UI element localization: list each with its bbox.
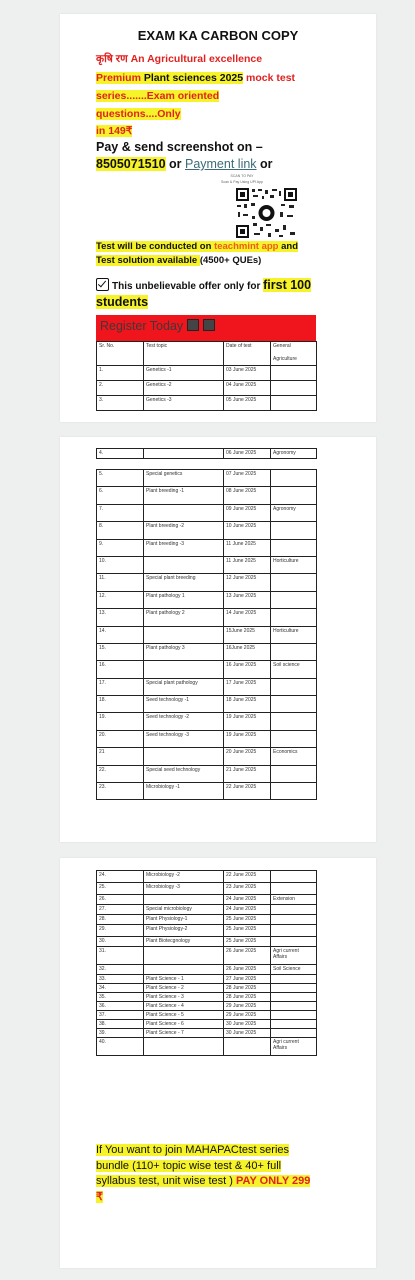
cell-sr-no: 4. xyxy=(97,449,144,459)
cell-general xyxy=(271,925,317,937)
table-row xyxy=(97,984,317,993)
cell-date: 04 June 2025 xyxy=(224,381,271,396)
solution-line: Test solution available (4500+ QUEs) xyxy=(96,255,262,266)
table-row xyxy=(97,396,317,411)
table-row xyxy=(97,487,317,504)
cell-date: 28 June 2025 xyxy=(224,984,271,993)
cell-sr-no: 17. xyxy=(97,678,144,695)
bundle-offer xyxy=(96,1143,311,1205)
cell-sr-no: 19. xyxy=(97,713,144,730)
table-row xyxy=(97,730,317,747)
schedule-table-2 xyxy=(96,469,317,800)
cell-sr-no: 32. xyxy=(97,965,144,975)
cell-topic: Plant breeding -3 xyxy=(144,539,224,556)
cell-sr-no: 6. xyxy=(97,487,144,504)
cell-sr-no: 13. xyxy=(97,609,144,626)
cell-date: 22 June 2025 xyxy=(224,871,271,883)
cell-date: 17 June 2025 xyxy=(224,678,271,695)
cell-sr-no: 28. xyxy=(97,915,144,925)
table-row xyxy=(97,925,317,937)
tagline xyxy=(96,52,262,66)
cell-date: 14 June 2025 xyxy=(224,609,271,626)
cell-date: 26 June 2025 xyxy=(224,965,271,975)
page-title: EXAM KA CARBON COPY xyxy=(137,28,299,43)
table-row xyxy=(97,883,317,895)
cell-topic: Plant Science - 5 xyxy=(144,1011,224,1020)
cell-topic: Genetics -1 xyxy=(144,366,224,381)
cell-general xyxy=(271,470,317,487)
cell-general xyxy=(271,713,317,730)
cell-topic: Special seed technology xyxy=(144,765,224,782)
cell-date: 24 June 2025 xyxy=(224,905,271,915)
table-row xyxy=(97,678,317,695)
cell-sr-no: 10. xyxy=(97,556,144,573)
cell-topic: Seed technology -2 xyxy=(144,713,224,730)
table-row xyxy=(97,504,317,521)
table-row xyxy=(97,915,317,925)
cell-general xyxy=(271,396,317,411)
cell-general xyxy=(271,905,317,915)
cell-topic: Plant Physiology-1 xyxy=(144,915,224,925)
cell-sr-no: 35. xyxy=(97,993,144,1002)
cell-topic: Genetics -3 xyxy=(144,396,224,411)
cell-topic: Special microbiology xyxy=(144,905,224,915)
phone-number[interactable]: 8505071510 xyxy=(96,157,166,171)
cell-date: 15June 2025 xyxy=(224,626,271,643)
gift-icon xyxy=(203,319,215,331)
cell-topic: Microbiology -1 xyxy=(144,783,224,800)
cell-general xyxy=(271,1029,317,1038)
tagline-text: An Agricultural excellence xyxy=(127,53,263,65)
cell-date: 08 June 2025 xyxy=(224,487,271,504)
conducted-line: Test will be conducted on teachmint app and xyxy=(96,241,298,252)
cell-date: 19 June 2025 xyxy=(224,713,271,730)
price-line: in 149₹ xyxy=(96,125,133,137)
cell-sr-no: 38. xyxy=(97,1020,144,1029)
table-row xyxy=(97,895,317,905)
cell-sr-no: 18. xyxy=(97,696,144,713)
cell-date: 07 June 2025 xyxy=(224,470,271,487)
cell-date: 29 June 2025 xyxy=(224,1002,271,1011)
cell-topic xyxy=(144,504,224,521)
table-row xyxy=(97,783,317,800)
cell-general xyxy=(271,1011,317,1020)
schedule-table-3 xyxy=(96,870,317,1056)
cell-general xyxy=(271,765,317,782)
cell-sr-no: 39. xyxy=(97,1029,144,1038)
bundle-price: PAY ONLY 299 ₹ xyxy=(96,1175,311,1203)
cell-date: 25 June 2025 xyxy=(224,937,271,947)
cell-sr-no: 21 xyxy=(97,748,144,765)
qr-caption-bottom: Scan & Pay Using UPI App xyxy=(220,180,264,184)
cell-general xyxy=(271,871,317,883)
cell-general-continued: Affairs xyxy=(273,1045,288,1051)
cell-date: 27 June 2025 xyxy=(224,975,271,984)
table-row xyxy=(97,591,317,608)
cell-sr-no: 29. xyxy=(97,925,144,937)
table-row xyxy=(97,905,317,915)
cell-date: 25 June 2025 xyxy=(224,925,271,937)
series-line: series.......Exam oriented xyxy=(96,90,220,102)
table-row xyxy=(97,556,317,573)
table-row xyxy=(97,871,317,883)
cell-topic: Microbiology -2 xyxy=(144,871,224,883)
cell-general xyxy=(271,609,317,626)
cell-general-continued: Affairs xyxy=(273,954,288,960)
cell-date: 30 June 2025 xyxy=(224,1020,271,1029)
cell-sr-no: 14. xyxy=(97,626,144,643)
cell-topic: Plant Science - 1 xyxy=(144,975,224,984)
cell-topic: Plant Science - 3 xyxy=(144,993,224,1002)
cell-date xyxy=(224,1038,271,1056)
cell-topic: Special plant pathology xyxy=(144,678,224,695)
cell-topic: Plant breeding -2 xyxy=(144,522,224,539)
table-row xyxy=(97,1011,317,1020)
cell-sr-no: 20. xyxy=(97,730,144,747)
offer-highlight: first 100 xyxy=(263,278,312,292)
cell-date: 22 June 2025 xyxy=(224,783,271,800)
cell-sr-no: 3. xyxy=(97,396,144,411)
page-3 xyxy=(60,858,376,1268)
header-date: Date of test xyxy=(224,342,271,366)
cell-general: Agri current Affairs xyxy=(271,947,317,965)
cell-general: Agri current Affairs xyxy=(271,1038,317,1056)
premium-line xyxy=(96,72,295,84)
pay-instruction: Pay & send screenshot on – xyxy=(96,140,263,154)
cell-sr-no: 2. xyxy=(97,381,144,396)
cell-general xyxy=(271,574,317,591)
page-2 xyxy=(60,437,376,842)
qr-caption-top: SCAN TO PAY xyxy=(230,174,254,178)
cell-topic xyxy=(144,556,224,573)
cell-sr-no: 15. xyxy=(97,643,144,660)
table-row xyxy=(97,470,317,487)
table-row xyxy=(97,748,317,765)
cell-date: 24 June 2025 xyxy=(224,895,271,905)
cell-topic xyxy=(144,748,224,765)
brand-hindi: कृषि रण xyxy=(96,53,128,65)
cell-date: 11 June 2025 xyxy=(224,556,271,573)
cell-topic: Plant pathology 3 xyxy=(144,643,224,660)
table-row xyxy=(97,366,317,381)
cell-sr-no: 16. xyxy=(97,661,144,678)
cell-topic xyxy=(144,947,224,965)
cell-sr-no: 31. xyxy=(97,947,144,965)
cell-topic: Plant Science - 7 xyxy=(144,1029,224,1038)
table-row xyxy=(97,1029,317,1038)
register-banner[interactable] xyxy=(96,315,316,341)
cell-sr-no: 7. xyxy=(97,504,144,521)
cell-topic xyxy=(144,626,224,643)
premium-highlight: Plant sciences 2025 xyxy=(143,72,244,84)
cell-general xyxy=(271,539,317,556)
cell-sr-no: 11. xyxy=(97,574,144,591)
table-row xyxy=(97,993,317,1002)
cell-topic: Seed technology -3 xyxy=(144,730,224,747)
table-row xyxy=(97,381,317,396)
cell-date: 13 June 2025 xyxy=(224,591,271,608)
cell-general xyxy=(271,1002,317,1011)
table-row xyxy=(97,965,317,975)
cell-date: 25 June 2025 xyxy=(224,915,271,925)
table-row xyxy=(97,643,317,660)
cell-general: Soil science xyxy=(271,661,317,678)
cell-topic: Plant pathology 2 xyxy=(144,609,224,626)
cell-date: 16 June 2025 xyxy=(224,661,271,678)
cell-general xyxy=(271,487,317,504)
cell-general: Economics xyxy=(271,748,317,765)
schedule-table-2-top xyxy=(96,448,317,459)
cell-topic: Plant Science - 2 xyxy=(144,984,224,993)
students-line: students xyxy=(96,295,149,309)
cell-date: 06 June 2025 xyxy=(224,449,271,459)
teachmint-app[interactable]: teachmint app xyxy=(214,241,279,252)
cell-topic: Special plant breeding xyxy=(144,574,224,591)
schedule-table-1 xyxy=(96,341,317,411)
premium-post: mock test xyxy=(243,72,296,84)
cell-general: Horticulture xyxy=(271,626,317,643)
cell-general xyxy=(271,883,317,895)
cell-date: 30 June 2025 xyxy=(224,1029,271,1038)
cell-general xyxy=(271,993,317,1002)
table-row xyxy=(97,626,317,643)
cell-general: Horticulture xyxy=(271,556,317,573)
cell-general xyxy=(271,643,317,660)
payment-link[interactable]: Payment link xyxy=(184,157,257,171)
table-row xyxy=(97,765,317,782)
cell-date: 16June 2025 xyxy=(224,643,271,660)
header-sr-no: Sr. No. xyxy=(97,342,144,366)
table-row xyxy=(97,661,317,678)
cell-topic xyxy=(144,895,224,905)
cell-sr-no: 25. xyxy=(97,883,144,895)
register-text: Register Today xyxy=(100,319,215,333)
table-row xyxy=(97,539,317,556)
table-row xyxy=(97,574,317,591)
cell-topic: Plant Biotecgnology xyxy=(144,937,224,947)
payment-qr-code[interactable] xyxy=(235,187,298,239)
cell-topic: Plant Physiology-2 xyxy=(144,925,224,937)
page-1 xyxy=(60,14,376,422)
table-row xyxy=(97,1020,317,1029)
header-test-topic: Test topic xyxy=(144,342,224,366)
cell-date: 23 June 2025 xyxy=(224,883,271,895)
cell-general xyxy=(271,975,317,984)
cell-general xyxy=(271,522,317,539)
cell-topic: Plant Science - 6 xyxy=(144,1020,224,1029)
cell-date: 21 June 2025 xyxy=(224,765,271,782)
cell-date: 20 June 2025 xyxy=(224,748,271,765)
cell-date: 03 June 2025 xyxy=(224,366,271,381)
cell-date: 12 June 2025 xyxy=(224,574,271,591)
cell-general: Soil Science xyxy=(271,965,317,975)
offer-line: This unbelievable offer only for first 100 xyxy=(96,278,311,292)
cell-sr-no: 1. xyxy=(97,366,144,381)
table-row xyxy=(97,937,317,947)
cell-general xyxy=(271,591,317,608)
cell-date: 29 June 2025 xyxy=(224,1011,271,1020)
cell-general xyxy=(271,696,317,713)
cell-general: Agronomy xyxy=(271,504,317,521)
table-row xyxy=(97,1038,317,1056)
cell-general xyxy=(271,366,317,381)
cell-sr-no: 40. xyxy=(97,1038,144,1056)
cell-topic: Plant breeding -1 xyxy=(144,487,224,504)
cell-date: 28 June 2025 xyxy=(224,993,271,1002)
cell-sr-no: 26. xyxy=(97,895,144,905)
cell-sr-no: 23. xyxy=(97,783,144,800)
cell-general xyxy=(271,984,317,993)
cell-sr-no: 27. xyxy=(97,905,144,915)
table-row xyxy=(97,522,317,539)
cell-date: 26 June 2025 xyxy=(224,947,271,965)
cell-sr-no: 5. xyxy=(97,470,144,487)
cell-sr-no: 12. xyxy=(97,591,144,608)
table-row xyxy=(97,713,317,730)
cell-date: 05 June 2025 xyxy=(224,396,271,411)
cell-general xyxy=(271,381,317,396)
cell-date: 10 June 2025 xyxy=(224,522,271,539)
cell-topic: Plant pathology 1 xyxy=(144,591,224,608)
cell-topic: Microbiology -3 xyxy=(144,883,224,895)
check-icon xyxy=(96,278,109,291)
cell-sr-no: 33. xyxy=(97,975,144,984)
cell-sr-no: 36. xyxy=(97,1002,144,1011)
questions-line: questions....Only xyxy=(96,108,181,120)
cell-sr-no: 22. xyxy=(97,765,144,782)
cell-general xyxy=(271,730,317,747)
cell-general xyxy=(271,1020,317,1029)
cell-topic: Seed technology -1 xyxy=(144,696,224,713)
gift-icon xyxy=(187,319,199,331)
cell-general: Extension xyxy=(271,895,317,905)
cell-date: 18 June 2025 xyxy=(224,696,271,713)
premium-pre: Premium xyxy=(96,72,144,84)
table-row xyxy=(97,609,317,626)
cell-topic xyxy=(144,661,224,678)
cell-date: 09 June 2025 xyxy=(224,504,271,521)
cell-sr-no: 37. xyxy=(97,1011,144,1020)
table-header-row xyxy=(97,342,317,366)
cell-topic xyxy=(144,1038,224,1056)
cell-date: 19 June 2025 xyxy=(224,730,271,747)
cell-topic xyxy=(144,965,224,975)
contact-line: 8505071510 or Payment link or xyxy=(96,157,273,171)
cell-topic: Special genetics xyxy=(144,470,224,487)
cell-sr-no: 9. xyxy=(97,539,144,556)
cell-general xyxy=(271,678,317,695)
table-row xyxy=(97,696,317,713)
cell-topic: Plant Science - 4 xyxy=(144,1002,224,1011)
cell-topic xyxy=(144,449,224,459)
cell-general xyxy=(271,915,317,925)
cell-general: Agronomy xyxy=(271,449,317,459)
cell-general xyxy=(271,783,317,800)
table-row xyxy=(97,947,317,965)
cell-sr-no: 30. xyxy=(97,937,144,947)
header-general: General Agriculture xyxy=(271,342,317,366)
cell-sr-no: 24. xyxy=(97,871,144,883)
cell-sr-no: 8. xyxy=(97,522,144,539)
cell-sr-no: 34. xyxy=(97,984,144,993)
table-row xyxy=(97,1002,317,1011)
table-row xyxy=(97,975,317,984)
table-row xyxy=(97,449,317,459)
cell-general xyxy=(271,937,317,947)
bundle-text: If You want to join MAHAPACtest series bundle (110+ topic wise test & 40+ full syllabus test, unit wise test ) xyxy=(96,1144,289,1187)
cell-topic: Genetics -2 xyxy=(144,381,224,396)
cell-date: 11 June 2025 xyxy=(224,539,271,556)
